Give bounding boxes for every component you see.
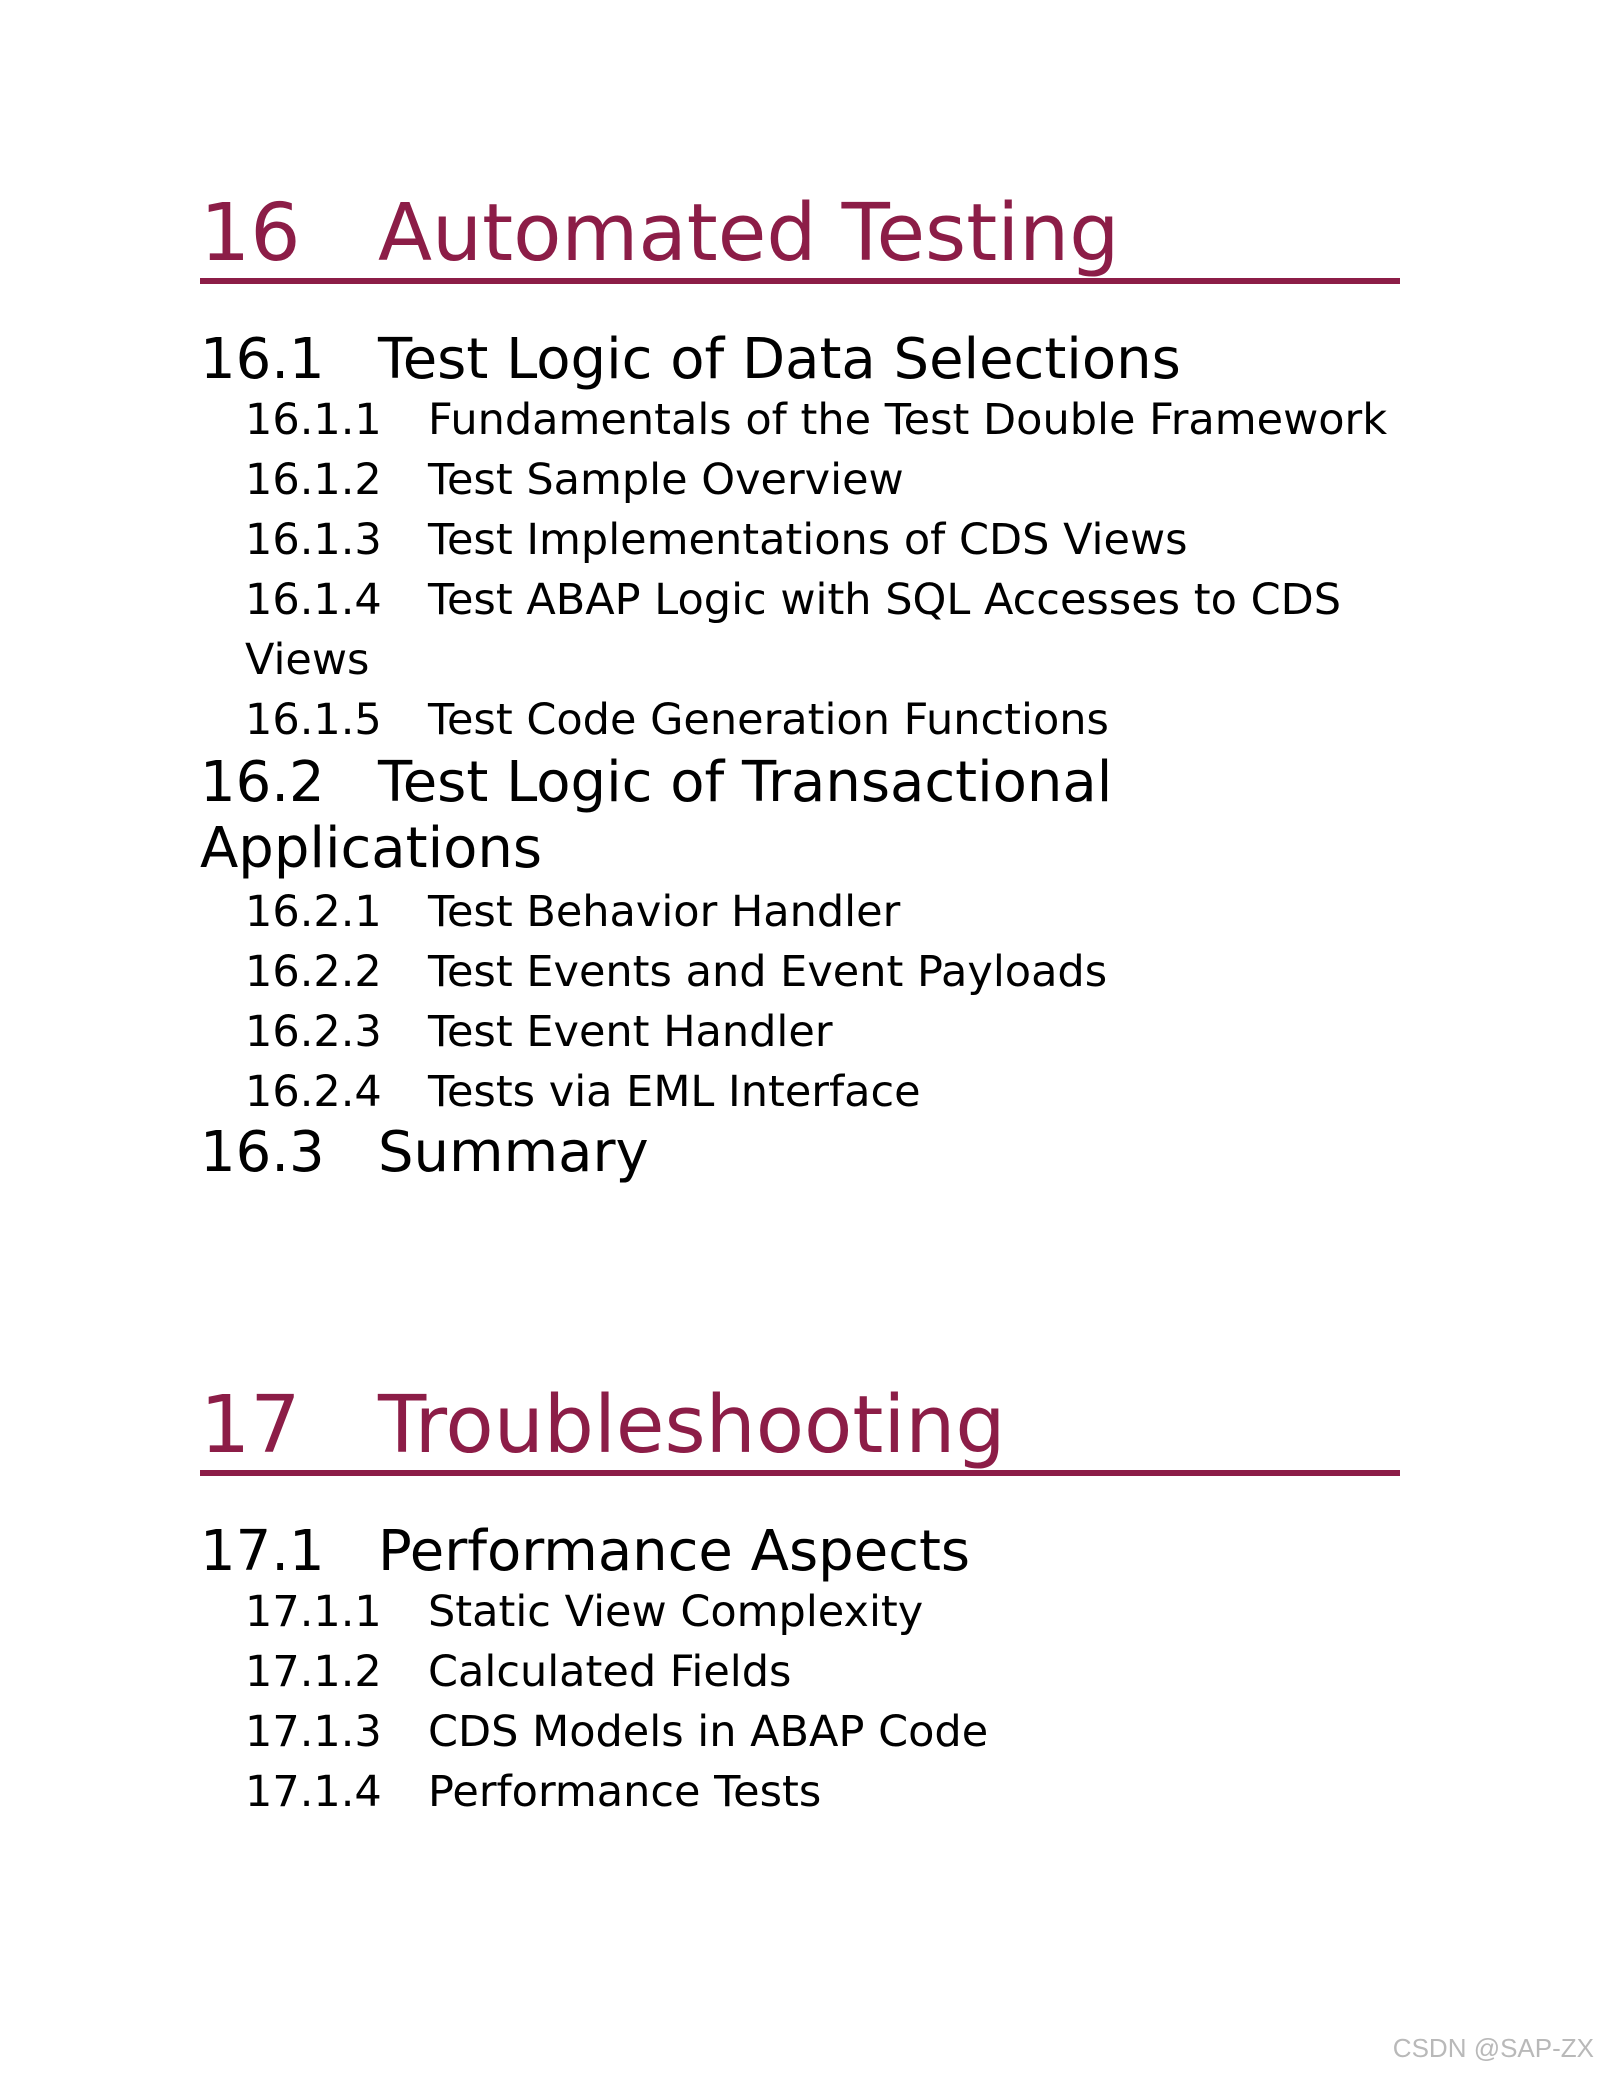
subsection-title: Tests via EML Interface: [428, 1067, 921, 1117]
section-title: Summary: [378, 1120, 649, 1185]
toc-subsection-16-1-4: [200, 570, 1400, 690]
subsection-number: 17.1.3: [245, 1707, 382, 1757]
toc-subsection-16-1-5: [200, 690, 1400, 750]
toc-subsection-16-1-1: [200, 390, 1400, 450]
chapter-title-text: Troubleshooting: [378, 1379, 1006, 1471]
subsection-title: Performance Tests: [428, 1767, 822, 1817]
toc-subsection-17-1-4: [200, 1762, 1400, 1822]
section-title: Test Logic of Data Selections: [378, 327, 1181, 392]
subsection-title: Test Event Handler: [428, 1007, 833, 1057]
subsection-title: CDS Models in ABAP Code: [428, 1707, 989, 1757]
chapter-16: [200, 188, 1400, 1184]
subsection-number: 17.1.2: [245, 1647, 382, 1697]
chapter-16-title: [200, 188, 1400, 278]
subsection-number: 16.2.3: [245, 1007, 382, 1057]
subsection-title: Test Sample Overview: [428, 455, 904, 505]
subsection-number: 16.2.4: [245, 1067, 382, 1117]
subsection-title: Static View Complexity: [428, 1587, 924, 1637]
toc-subsection-16-2-1: [200, 882, 1400, 942]
toc-subsection-16-1-3: [200, 510, 1400, 570]
toc-section-16-1: [200, 327, 1400, 392]
subsection-number: 16.2.2: [245, 947, 382, 997]
chapter-17: [200, 1380, 1400, 1822]
toc-subsection-17-1-2: [200, 1642, 1400, 1702]
subsection-number: 16.1.1: [245, 395, 382, 445]
toc-subsection-17-1-3: [200, 1702, 1400, 1762]
chapter-17-title: [200, 1380, 1400, 1470]
subsection-number: 16.1.5: [245, 695, 382, 745]
toc-section-16-3: [200, 1122, 1400, 1184]
subsection-title: Test Code Generation Functions: [428, 695, 1109, 745]
subsection-title: Fundamentals of the Test Double Framework: [428, 395, 1388, 445]
section-number: 16.2: [200, 750, 325, 815]
watermark: CSDN @SAP-ZX: [1392, 2033, 1594, 2063]
chapter-number: 17: [200, 1379, 301, 1471]
toc-subsection-16-2-4: [200, 1062, 1400, 1122]
toc-subsection-16-2-2: [200, 942, 1400, 1002]
subsection-number: 17.1.4: [245, 1767, 382, 1817]
chapter-title-text: Automated Testing: [378, 187, 1120, 279]
toc-subsection-17-1-1: [200, 1582, 1400, 1642]
section-number: 16.1: [200, 327, 325, 392]
subsection-number: 16.1.3: [245, 515, 382, 565]
section-title: Performance Aspects: [378, 1519, 971, 1584]
toc-section-16-2: [200, 750, 1200, 882]
subsection-title: Calculated Fields: [428, 1647, 792, 1697]
subsection-number: 16.1.4: [245, 575, 382, 625]
subsection-title: Test Events and Event Payloads: [428, 947, 1108, 997]
subsection-title: Test ABAP Logic with SQL Accesses to CDS Views: [245, 575, 1341, 685]
section-number: 17.1: [200, 1519, 325, 1584]
subsection-number: 17.1.1: [245, 1587, 382, 1637]
chapter-number: 16: [200, 187, 301, 279]
toc-subsection-16-1-2: [200, 450, 1400, 510]
subsection-number: 16.2.1: [245, 887, 382, 937]
subsection-title: Test Behavior Handler: [428, 887, 901, 937]
subsection-title: Test Implementations of CDS Views: [428, 515, 1188, 565]
toc-section-17-1: [200, 1519, 1400, 1584]
section-number: 16.3: [200, 1120, 325, 1185]
subsection-number: 16.1.2: [245, 455, 382, 505]
section-title: Test Logic of Transactional Applications: [200, 750, 1113, 881]
toc-subsection-16-2-3: [200, 1002, 1400, 1062]
